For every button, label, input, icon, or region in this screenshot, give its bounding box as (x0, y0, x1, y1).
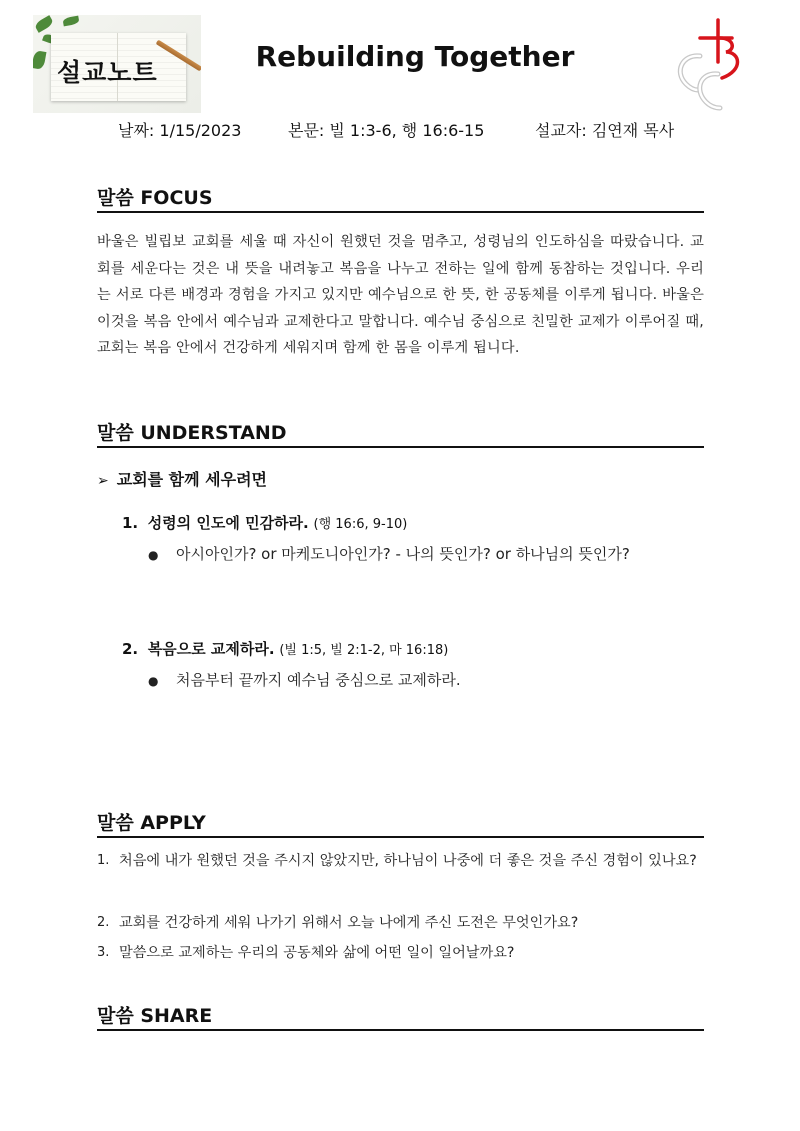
sermon-note-label: 설교노트 (57, 58, 158, 87)
apply-item-number: 3. (97, 945, 110, 960)
church-logo-icon (660, 14, 760, 114)
section-heading-apply: 말씀 APPLY (97, 811, 704, 838)
understand-subheading-text: 교회를 함께 세우려면 (116, 470, 267, 489)
understand-point-2-bullet (148, 669, 461, 690)
apply-item-text: 처음에 내가 원했던 것을 주시지 않았지만, 하나님이 나중에 더 좋은 것을 주신 경험이 있나요? (119, 853, 697, 869)
point-reference: (행 16:6, 9-10) (313, 517, 408, 532)
arrow-bullet-icon: ➢ (97, 473, 109, 489)
understand-point-1-bullet (148, 543, 630, 564)
focus-body-text: 바울은 빌립보 교회를 세울 때 자신이 원했던 것을 멈추고, 성령님의 인도하심을 따랐습니다. 교회를 세운다는 것은 내 뜻을 내려놓고 복음을 나누고 전하는 일에 함께 동참하는 것입니다. 우리는 서로 다른 배경과 경험을 가지고 있지만 예수님으로 한 뜻, 한 공동체를 이루게 됩니다. 바울은 이것을 복음 안에서 예수님과 교제한다고 말합니다. 예수님 중심으로 친밀한 교제가 이루어질 때, 교회는 복음 안에서 건강하게 세워지며 함께 한 몸을 이루게 됩니다. (97, 234, 704, 356)
point-reference: (빌 1:5, 빌 2:1-2, 마 16:18) (279, 643, 449, 658)
apply-item-text: 교회를 건강하게 세워 나가기 위해서 오늘 나에게 주신 도전은 무엇인가요? (119, 915, 579, 931)
point-number: 2. (122, 640, 139, 658)
section-heading-share: 말씀 SHARE (97, 1004, 704, 1031)
apply-item-number: 2. (97, 915, 110, 930)
apply-item-3 (97, 938, 704, 968)
understand-point-1 (122, 512, 407, 533)
point-title: 성령의 인도에 민감하라. (147, 514, 309, 532)
bullet-text: 아시아인가? or 마케도니아인가? - 나의 뜻인가? or 하나님의 뜻인가? (176, 545, 630, 563)
apply-item-text: 말씀으로 교제하는 우리의 공동체와 삶에 어떤 일이 일어날까요? (119, 945, 515, 961)
point-number: 1. (122, 514, 139, 532)
point-title: 복음으로 교제하라. (147, 640, 275, 658)
bullet-dot-icon: ● (148, 674, 159, 688)
apply-item-number: 1. (97, 853, 110, 868)
apply-item-1 (97, 846, 704, 876)
section-heading-focus: 말씀 FOCUS (97, 186, 704, 213)
apply-item-2 (97, 908, 704, 938)
sermon-scripture: 본문: 빌 1:3-6, 행 16:6-15 (288, 121, 485, 140)
understand-point-2 (122, 638, 448, 659)
bullet-dot-icon: ● (148, 548, 159, 562)
sermon-date: 날짜: 1/15/2023 (118, 121, 242, 140)
document-title: Rebuilding Together (255, 40, 575, 73)
sermon-preacher: 설교자: 김연재 목사 (535, 121, 675, 140)
leaf-decoration (34, 15, 55, 33)
section-heading-understand: 말씀 UNDERSTAND (97, 421, 704, 448)
leaf-decoration (62, 16, 79, 27)
bullet-text: 처음부터 끝까지 예수님 중심으로 교제하라. (176, 671, 461, 689)
understand-subheading (97, 467, 267, 490)
